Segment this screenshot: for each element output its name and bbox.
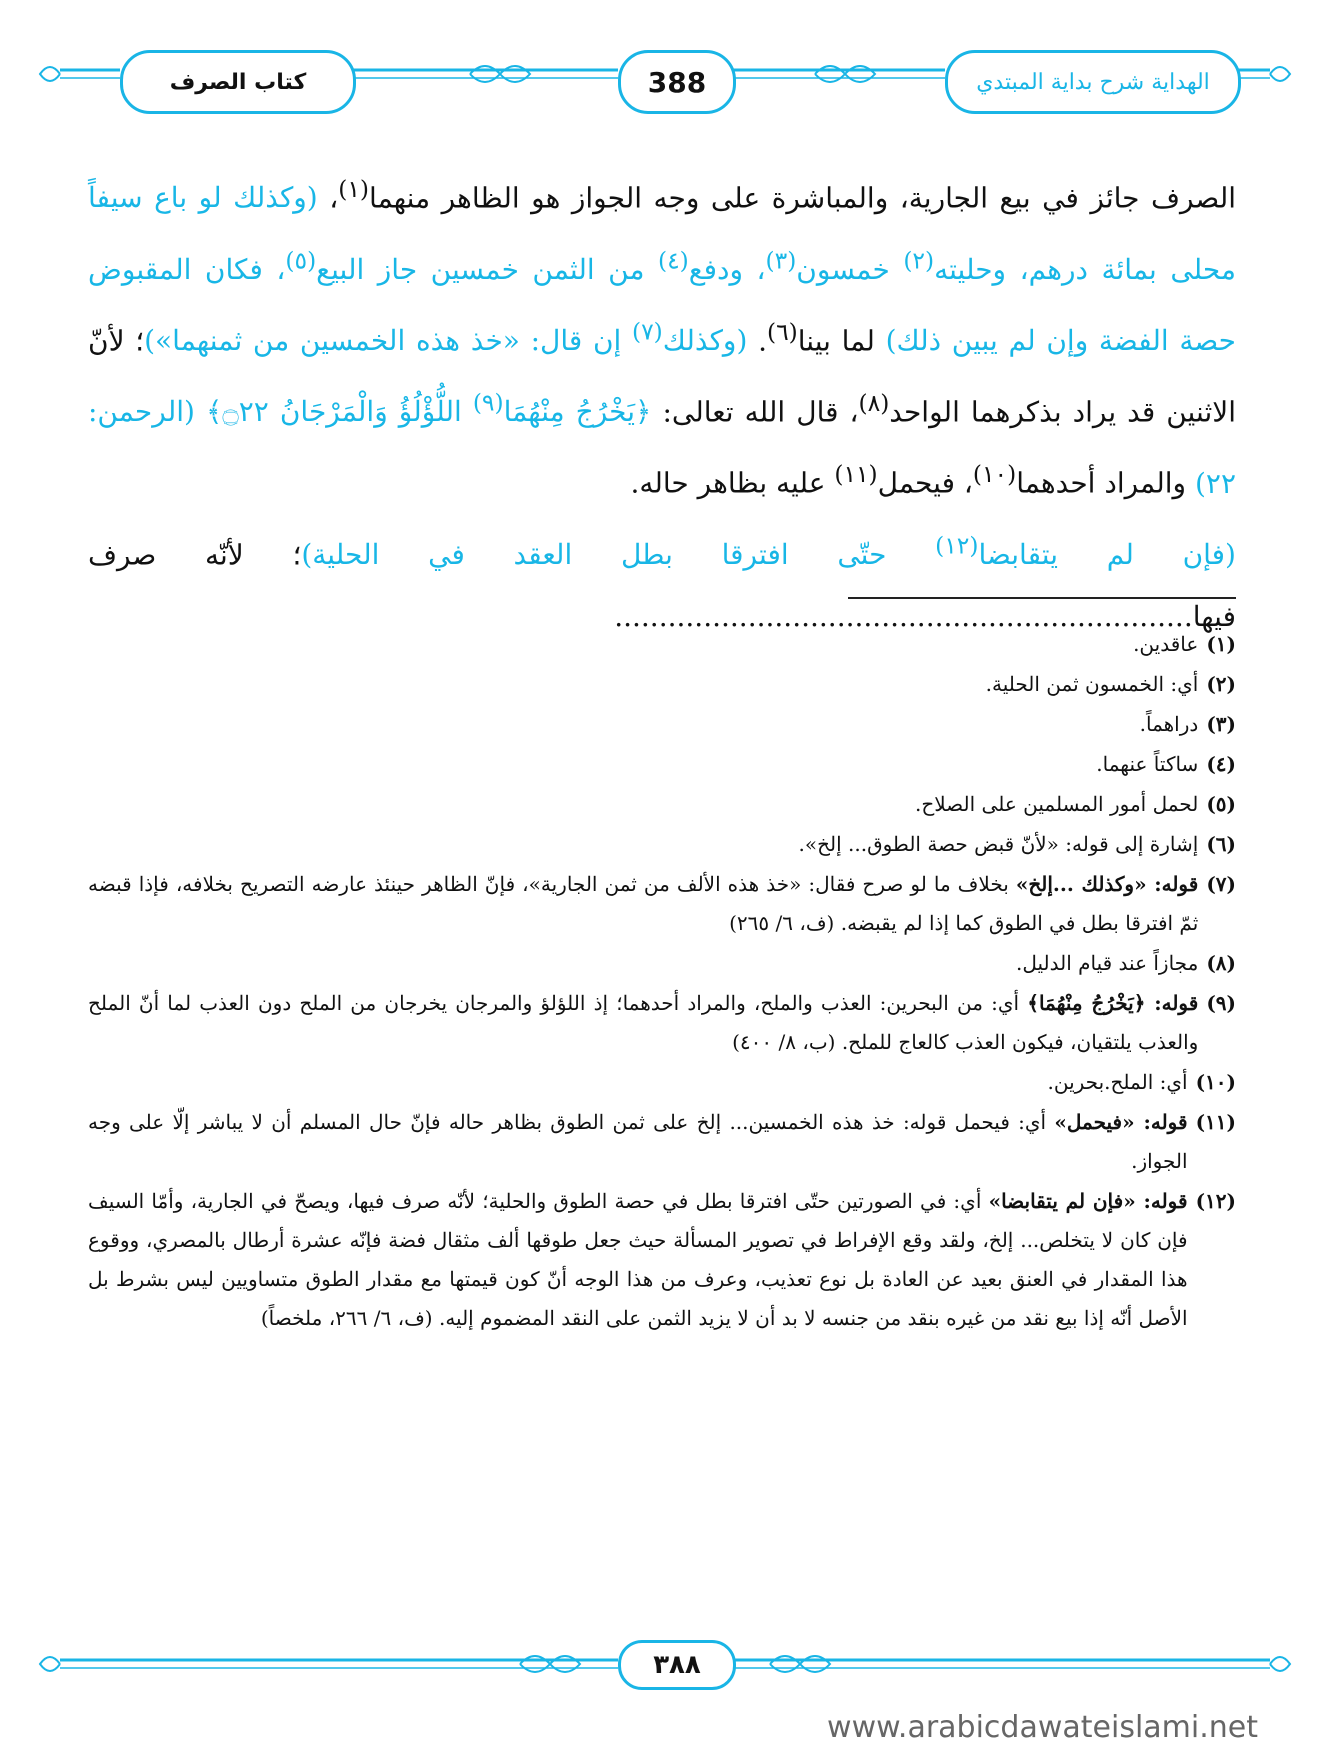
footnote <box>88 1103 1236 1181</box>
text-run: الصرف جائز في بيع الجارية، والمباشرة على وجه الجواز هو الظاهر منهما <box>369 181 1237 215</box>
book-title: الهداية شرح بداية المبتدي <box>976 69 1210 95</box>
footnote <box>88 785 1236 824</box>
text-run: خمسون <box>796 252 904 286</box>
footnote-text: أي: الخمسون ثمن الحلية. <box>985 672 1199 696</box>
page-number: 388 <box>647 65 707 99</box>
footnote-text: ساكتاً عنهما. <box>1096 752 1199 776</box>
footnote-text: أي: فيحمل قوله: خذ هذه الخمسين... إلخ على ثمن الطوق بظاهر حاله فإنّ حال المسلم أن لا يباشر إلّا على وجه الجواز. <box>88 1110 1188 1173</box>
text-run: ، فيحمل <box>877 466 973 500</box>
footnote-ref: (١٠) <box>972 460 1017 489</box>
matn-text <box>144 317 748 357</box>
footnote-text: إشارة إلى قوله: «لأنّ قبض حصة الطوق... إلخ». <box>798 832 1199 856</box>
footnote-ref: (٧) <box>632 317 663 346</box>
footnote-ref: (٣) <box>765 246 797 275</box>
footnote-lemma: قوله: «فإن لم يتقابضا» <box>988 1189 1188 1213</box>
footnote-number: (١٢) <box>1195 1189 1236 1213</box>
text-run: ، قال الله تعالى: <box>651 395 859 429</box>
footnote <box>88 865 1236 943</box>
footnote-text: بخلاف ما لو صرح فقال: «خذ هذه الألف من ثمن الجارية»، فإنّ الظاهر حينئذ عارضه التصريح بخلافه، فإذا قبضه ثمّ افترقا بطل في الطوق كما إذا لم يقبضه. (ف، ٦/ ٢٦٥) <box>88 872 1199 935</box>
footnote <box>88 745 1236 784</box>
footnote-number: (٦) <box>1206 832 1236 856</box>
footnote-text: دراهماً. <box>1139 712 1199 736</box>
text-run: والمراد أحدهما <box>1016 466 1195 500</box>
text-run: حتّى افترقا بطل العقد في الحلية) <box>301 537 936 571</box>
footnote-text: لحمل أمور المسلمين على الصلاح. <box>914 792 1199 816</box>
chapter-title: كتاب الصرف <box>169 69 307 95</box>
footnote <box>88 1063 1236 1102</box>
footnote-ref: (٥) <box>285 246 317 275</box>
footnote-ref: (١١) <box>834 460 878 489</box>
footnote-ref: (٩) <box>472 388 504 417</box>
footnote <box>88 944 1236 983</box>
matn-text <box>301 531 1236 571</box>
footnote-number: (١) <box>1206 632 1236 656</box>
footnote-ref: (٢) <box>903 246 935 275</box>
footnote <box>88 1182 1236 1338</box>
footnote-text: أي: من البحرين: العذب والملح، والمراد أحدهما؛ إذ اللؤلؤ والمرجان يخرجان من الملح دون العذب لما أنّ الملح والعذب يلتقيان، فيكون العذب كالعاج للملح. (ب، ٨/ ٤٠٠) <box>88 991 1199 1054</box>
text-run: اللُّؤْلُؤُ وَالْمَرْجَانُ ۝٢٢﴾ (الرحمن: ٢٢) <box>88 395 1236 500</box>
footnote-number: (٢) <box>1206 672 1236 696</box>
footnote <box>88 825 1236 864</box>
text-run: . <box>747 323 767 357</box>
footnote-number: (٤) <box>1206 752 1236 776</box>
text-run: (وكذلك لو باع سيفاً محلى بمائة درهم، وحليته <box>88 181 1237 286</box>
text-run: (فإن لم يتقابضا <box>978 537 1236 571</box>
footnote-text: أي: في الصورتين حتّى افترقا بطل في حصة الطوق والحلية؛ لأنّه صرف فيها، ويصحّ في الجارية، وأمّا السيف فإن كان لا يتخلص... إلخ، ولقد وقع الإفراط في تصوير المسألة حيث جعل طوقها ألف مثقال فضة فإنّه عشرة أرطال بالمصري، ووقوع هذا المقدار في العنق بعيد عن العادة بل نوع تعذيب، وعرف من هذا الوجه أنّ كون قيمتها مع مقدار الطوق متساويين ليس بشرط بل الأصل أنّه إذا بيع نقد من غيره بنقد من جنسه لا بد أن لا يزيد الثمن على النقد المضموم إليه. (ف، ٦/ ٢٦٦، ملخصاً) <box>88 1189 1188 1330</box>
footnote-lemma: قوله: ﴿يَخْرُجُ مِنْهُمَا﴾ <box>1027 991 1199 1015</box>
text-run: لما بينا <box>797 323 886 357</box>
footnote <box>88 705 1236 744</box>
text-run: إن قال: «خذ هذه الخمسين من ثمنهما») <box>144 323 633 357</box>
footnote-number: (٥) <box>1206 792 1236 816</box>
text-run: عليه بظاهر حاله. <box>630 466 835 500</box>
footnote-number: (٧) <box>1206 872 1236 896</box>
text-run: ؛ لأنّه صرف فيها <box>88 537 1236 633</box>
footnote-number: (٣) <box>1206 712 1236 736</box>
footnote <box>88 984 1236 1062</box>
chapter-title-box <box>120 50 356 114</box>
text-run: ، ودفع <box>688 252 766 286</box>
text-run: ﴿يَخْرُجُ مِنْهُمَا <box>503 395 652 429</box>
footnote-text: أي: الملح.بحرين. <box>1047 1070 1188 1094</box>
text-run: ، <box>317 181 339 215</box>
main-paragraph-1 <box>88 158 1236 515</box>
footnote-lemma: قوله: «فيحمل» <box>1054 1110 1188 1134</box>
text-run: ؛ لأنّ الاثنين قد يراد بذكرهما الواحد <box>88 323 1237 429</box>
footnote-ref: (١٢) <box>935 531 979 560</box>
footnote-ref: (٦) <box>766 317 798 346</box>
main-text <box>88 158 1236 648</box>
footnote-separator <box>848 597 1236 599</box>
footnote-ref: (٨) <box>858 388 890 417</box>
page-number-box <box>618 50 736 114</box>
footnote-lemma: قوله: «وكذلك ...إلخ» <box>1015 872 1199 896</box>
text-run: ، فكان المقبوض حصة الفضة وإن لم يبين ذلك) <box>88 252 1236 357</box>
footnote-number: (١٠) <box>1195 1070 1236 1094</box>
footer-page-number: ٣٨٨ <box>618 1640 736 1690</box>
footnote-ref: (٤) <box>657 246 689 275</box>
text-run: (وكذلك <box>662 323 748 357</box>
footnote-text: عاقدين. <box>1133 632 1199 656</box>
website-url[interactable]: www.arabicdawateislami.net <box>827 1710 1258 1745</box>
footnote-number: (١١) <box>1195 1110 1236 1134</box>
footnote-ref: (١) <box>338 175 370 203</box>
footnote-number: (٩) <box>1206 991 1236 1015</box>
footnote-number: (٨) <box>1206 951 1236 975</box>
book-title-box <box>945 50 1241 114</box>
text-run: من الثمن خمسين جاز البيع <box>316 252 658 286</box>
footnote <box>88 665 1236 704</box>
footnote <box>88 625 1236 664</box>
footnotes <box>88 625 1236 1339</box>
continuation-dots: ................................................................. <box>614 599 1193 633</box>
footnote-text: مجازاً عند قيام الدليل. <box>1015 951 1199 975</box>
